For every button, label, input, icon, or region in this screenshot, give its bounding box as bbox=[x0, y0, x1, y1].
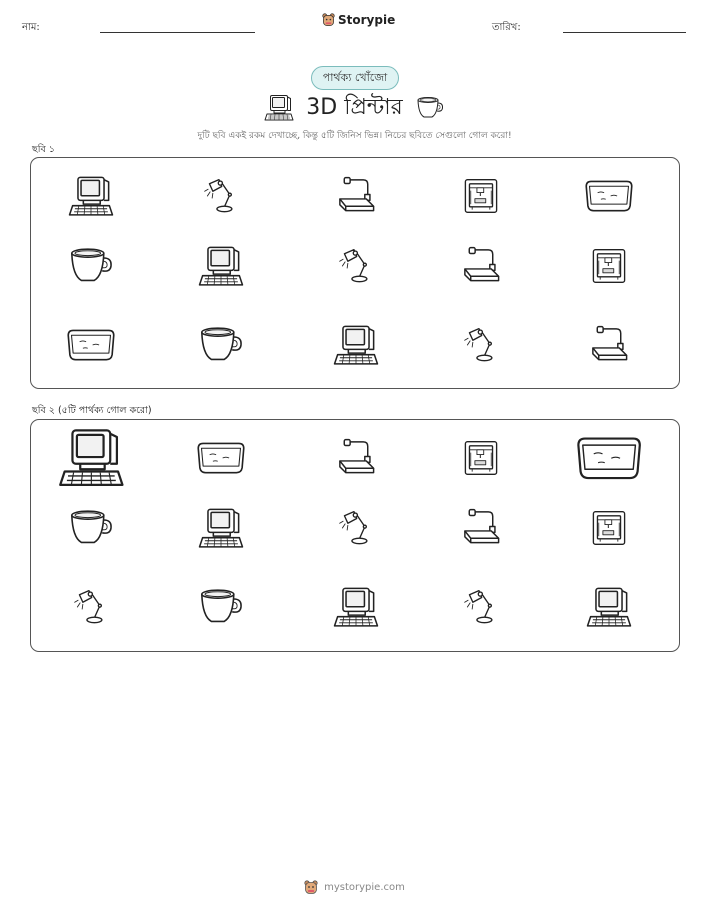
3d-printer-icon bbox=[590, 508, 628, 548]
computer-icon bbox=[333, 586, 379, 629]
computer-icon bbox=[198, 245, 244, 288]
cup-icon bbox=[67, 508, 115, 548]
computer-icon bbox=[333, 324, 379, 367]
picture-1-item[interactable] bbox=[569, 315, 649, 375]
footer bbox=[0, 880, 709, 895]
instructions: দুটি ছবি একই রকম দেখাচ্ছে, কিন্তু ৫টি জিনিস ভিন্ন। নিচের ছবিতে সেগুলো গোল করো! bbox=[197, 131, 512, 141]
desk-lamp-icon bbox=[74, 587, 108, 627]
3d-printer-icon bbox=[462, 438, 500, 478]
cup-icon bbox=[197, 325, 245, 365]
activity-tag: পার্থক্য খোঁজো bbox=[311, 66, 399, 90]
picture-1-item[interactable] bbox=[316, 315, 396, 375]
picture-2-item[interactable] bbox=[569, 428, 649, 488]
date-field[interactable] bbox=[563, 32, 686, 33]
picture-2-item[interactable] bbox=[441, 498, 521, 558]
picture-2-item[interactable] bbox=[316, 577, 396, 637]
picture-1-item[interactable] bbox=[51, 315, 131, 375]
computer-icon bbox=[264, 94, 294, 122]
picture-2-item[interactable] bbox=[569, 577, 649, 637]
picture-2-item[interactable] bbox=[181, 428, 261, 488]
picture-2-item[interactable] bbox=[51, 428, 131, 488]
title-row bbox=[0, 92, 709, 124]
scale-icon bbox=[459, 245, 503, 287]
picture-2-item[interactable] bbox=[569, 498, 649, 558]
scale-icon bbox=[587, 324, 631, 366]
scale-icon bbox=[334, 175, 378, 217]
desk-lamp-icon bbox=[339, 508, 373, 548]
brand-logo bbox=[322, 13, 395, 27]
computer-icon bbox=[58, 427, 125, 489]
footer-url: mystorypie.com bbox=[324, 882, 405, 893]
container-icon bbox=[65, 327, 117, 363]
3d-printer-icon bbox=[590, 246, 628, 286]
scale-icon bbox=[334, 437, 378, 479]
storypie-bear-icon bbox=[322, 13, 335, 27]
computer-icon bbox=[68, 175, 114, 218]
cup-icon bbox=[415, 96, 445, 120]
picture-2-item[interactable] bbox=[316, 498, 396, 558]
picture-1-item[interactable] bbox=[441, 236, 521, 296]
picture-1-item[interactable] bbox=[441, 166, 521, 226]
desk-lamp-icon bbox=[464, 587, 498, 627]
cup-icon bbox=[197, 587, 245, 627]
picture-1-panel bbox=[30, 157, 680, 389]
storypie-bear-icon bbox=[304, 880, 318, 895]
scale-icon bbox=[459, 507, 503, 549]
picture-2-panel bbox=[30, 419, 680, 652]
picture-1-item[interactable] bbox=[441, 315, 521, 375]
picture-2-item[interactable] bbox=[441, 428, 521, 488]
picture-2-item[interactable] bbox=[51, 577, 131, 637]
picture-1-item[interactable] bbox=[569, 166, 649, 226]
name-label: নাম: bbox=[22, 22, 40, 33]
desk-lamp-icon bbox=[204, 176, 238, 216]
picture-1-item[interactable] bbox=[181, 166, 261, 226]
container-icon bbox=[583, 178, 635, 214]
picture-2-item[interactable] bbox=[316, 428, 396, 488]
brand-name: Storypie bbox=[338, 13, 396, 27]
3d-printer-icon bbox=[462, 176, 500, 216]
picture-1-item[interactable] bbox=[181, 315, 261, 375]
picture-1-item[interactable] bbox=[569, 236, 649, 296]
picture-2-item[interactable] bbox=[51, 498, 131, 558]
page-title: 3D প্রিন্টার bbox=[306, 94, 403, 120]
picture-1-item[interactable] bbox=[181, 236, 261, 296]
picture-1-item[interactable] bbox=[51, 236, 131, 296]
container-icon bbox=[195, 440, 247, 476]
container-icon bbox=[574, 434, 644, 483]
picture-2-label: ছবি ২ (৫টি পার্থক্য গোল করো) bbox=[32, 405, 152, 416]
computer-icon bbox=[198, 507, 244, 550]
cup-icon bbox=[67, 246, 115, 286]
computer-icon bbox=[586, 586, 632, 629]
picture-2-item[interactable] bbox=[441, 577, 521, 637]
picture-1-item[interactable] bbox=[51, 166, 131, 226]
picture-1-label: ছবি ১ bbox=[32, 144, 55, 155]
picture-2-item[interactable] bbox=[181, 577, 261, 637]
picture-1-item[interactable] bbox=[316, 236, 396, 296]
picture-1-item[interactable] bbox=[316, 166, 396, 226]
date-label: তারিখ: bbox=[492, 22, 521, 33]
name-field[interactable] bbox=[100, 32, 255, 33]
picture-2-item[interactable] bbox=[181, 498, 261, 558]
desk-lamp-icon bbox=[339, 246, 373, 286]
desk-lamp-icon bbox=[464, 325, 498, 365]
